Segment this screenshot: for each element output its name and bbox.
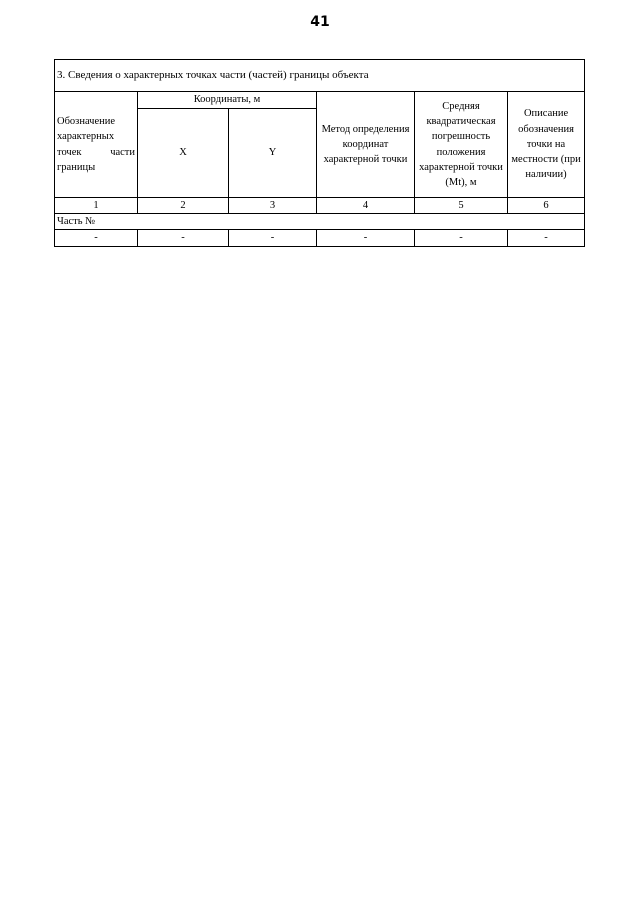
section-title: 3. Сведения о характерных точках части (частей) границы объекта (55, 60, 585, 92)
table-cell: - (55, 230, 138, 246)
header-x: X (138, 109, 229, 198)
table-cell: - (317, 230, 415, 246)
column-number: 3 (229, 198, 317, 214)
header-error: Средняя квадратическая погрешность положения характерной точки (Mt), м (415, 92, 508, 198)
table-cell: - (138, 230, 229, 246)
header-y: Y (229, 109, 317, 198)
column-number: 1 (55, 198, 138, 214)
column-number: 6 (508, 198, 585, 214)
header-designation: Обозначение характерных точек части границы (55, 92, 138, 198)
table-row (55, 230, 585, 246)
page-number: 41 (310, 14, 330, 30)
header-method: Метод определения координат характерной точки (317, 92, 415, 198)
table-cell: - (508, 230, 585, 246)
part-label: Часть № (55, 214, 585, 230)
table-cell: - (415, 230, 508, 246)
boundary-points-table (54, 59, 585, 247)
table-cell: - (229, 230, 317, 246)
column-number: 5 (415, 198, 508, 214)
column-number: 2 (138, 198, 229, 214)
header-description: Описание обозначения точки на местности (при наличии) (508, 92, 585, 198)
header-coordinates: Координаты, м (138, 92, 317, 109)
column-number: 4 (317, 198, 415, 214)
